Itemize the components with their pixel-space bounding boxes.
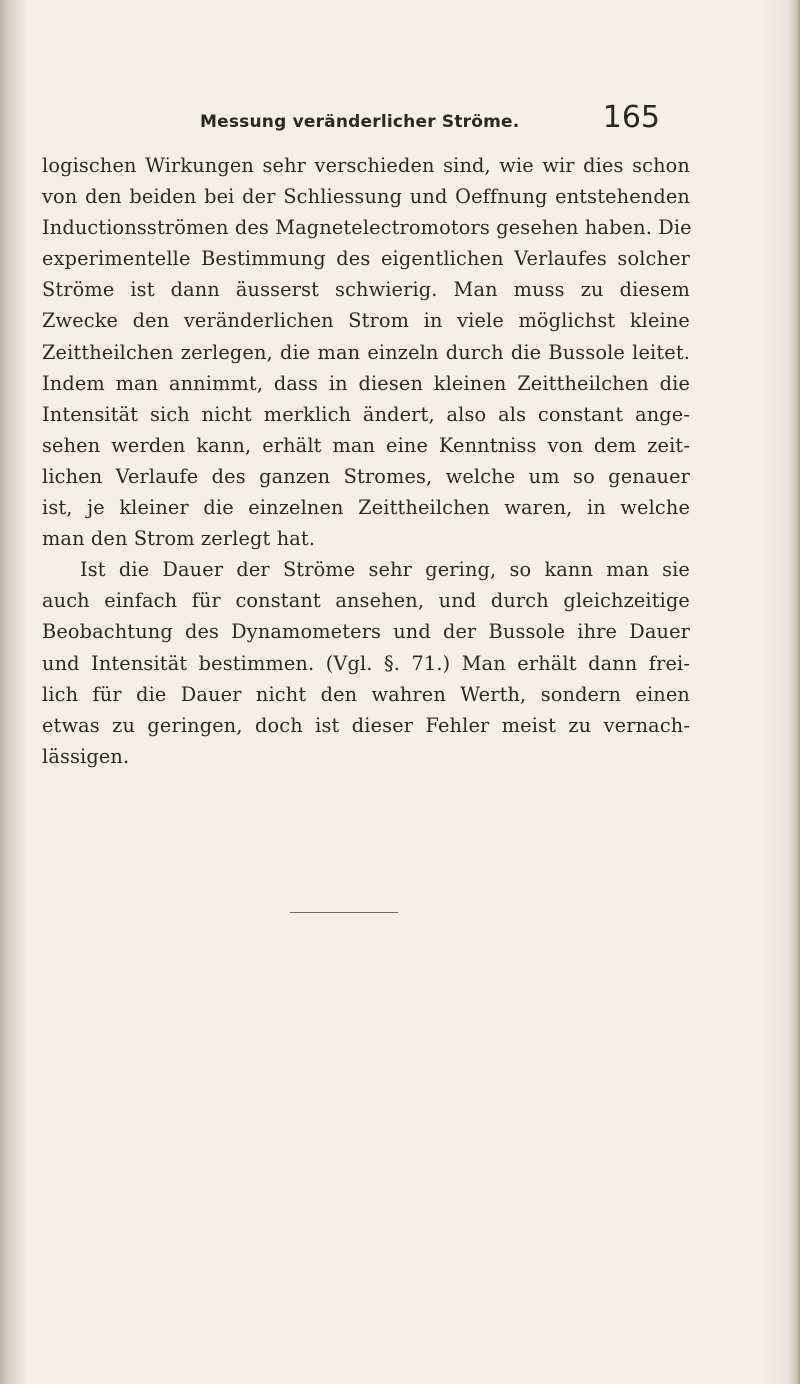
text-line: Indem man annimmt, dass in diesen kleinen Zeittheilchen die xyxy=(42,371,690,395)
text-line: lichen Verlaufe des ganzen Stromes, welche um so genauer xyxy=(42,464,690,488)
page-header xyxy=(200,100,660,144)
text-line: man den Strom zerlegt hat. xyxy=(42,527,316,551)
body-text xyxy=(42,150,690,772)
section-divider-rule xyxy=(290,912,398,913)
paragraph-1 xyxy=(42,150,690,554)
paragraph-2 xyxy=(42,554,690,772)
text-line: Zeittheilchen zerlegen, die man einzeln durch die Bussole leitet. xyxy=(42,340,690,364)
page-number: 165 xyxy=(602,100,660,135)
text-line: Ist die Dauer der Ströme sehr gering, so kann man sie xyxy=(80,558,690,582)
text-line: Inductionsströmen des Magnetelectromotors gesehen haben. Die xyxy=(42,216,692,240)
text-line: von den beiden bei der Schliessung und Oeffnung entstehenden xyxy=(42,185,690,209)
text-line: ist, je kleiner die einzelnen Zeittheilchen waren, in welche xyxy=(42,496,690,520)
text-line: Zwecke den veränderlichen Strom in viele möglichst kleine xyxy=(42,309,690,333)
text-line: Ströme ist dann äusserst schwierig. Man muss zu diesem xyxy=(42,278,690,302)
text-line: Beobachtung des Dynamometers und der Bussole ihre Dauer xyxy=(42,620,690,644)
text-line: sehen werden kann, erhält man eine Kenntniss von dem zeit- xyxy=(42,433,690,457)
page-edge-shadow xyxy=(788,0,800,1384)
text-line: lich für die Dauer nicht den wahren Werth, sondern einen xyxy=(42,682,690,706)
text-line: und Intensität bestimmen. (Vgl. §. 71.) Man erhält dann frei- xyxy=(42,651,690,675)
text-line: lässigen. xyxy=(42,744,130,768)
running-title: Messung veränderlicher Ströme. xyxy=(200,112,520,132)
text-line: experimentelle Bestimmung des eigentlichen Verlaufes solcher xyxy=(42,247,690,271)
text-line: Intensität sich nicht merklich ändert, also als constant ange- xyxy=(42,402,690,426)
page-binding-shadow xyxy=(0,0,26,1384)
text-line: logischen Wirkungen sehr verschieden sind, wie wir dies schon xyxy=(42,154,690,177)
text-line: auch einfach für constant ansehen, und durch gleichzeitige xyxy=(42,589,690,613)
text-line: etwas zu geringen, doch ist dieser Fehler meist zu vernach- xyxy=(42,713,690,737)
